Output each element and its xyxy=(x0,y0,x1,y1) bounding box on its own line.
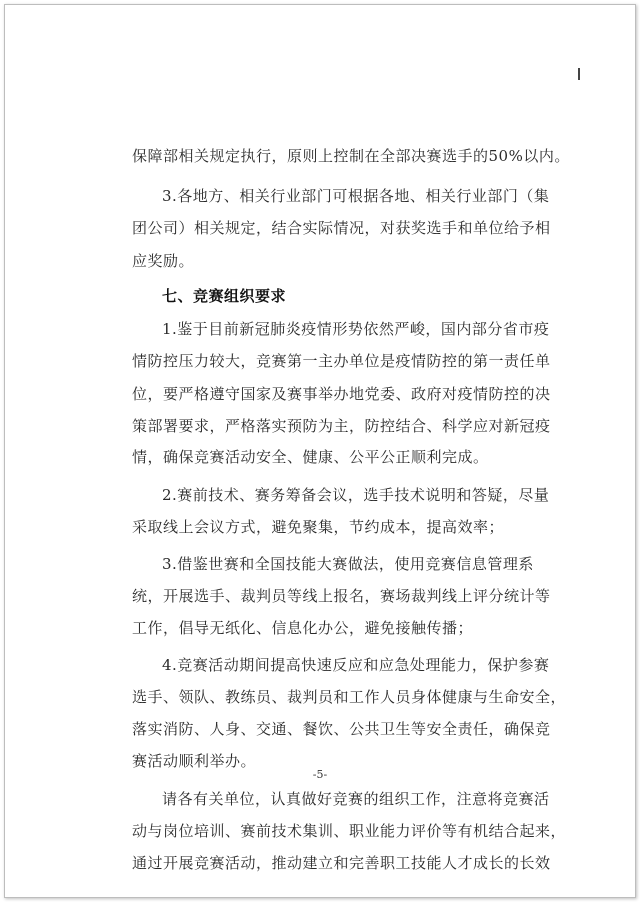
body-line: 选手、领队、教练员、裁判员和工作人员身体健康与生命安全， xyxy=(132,688,567,706)
body-line: 统，开展选手、裁判员等线上报名，赛场裁判线上评分统计等 xyxy=(132,587,551,605)
body-line: 通过开展竞赛活动，推动建立和完善职工技能人才成长的长效 xyxy=(132,854,551,872)
scan-mark xyxy=(578,68,580,80)
body-line: 位，要严格遵守国家及赛事举办地党委、政府对疫情防控的决 xyxy=(132,385,551,403)
section-heading: 七、竞赛组织要求 xyxy=(162,287,287,305)
body-line: 保障部相关规定执行，原则上控制在全部决赛选手的50%以内。 xyxy=(132,147,570,165)
body-line: 2.赛前技术、赛务筹备会议，选手技术说明和答疑，尽量 xyxy=(162,486,550,504)
body-line: 策部署要求，严格落实预防为主，防控结合、科学应对新冠疫 xyxy=(132,417,551,435)
body-line: 工作，倡导无纸化、信息化办公，避免接触传播； xyxy=(132,619,474,637)
body-line: 3.各地方、相关行业部门可根据各地、相关行业部门（集 xyxy=(162,187,550,205)
body-line: 团公司）相关规定，结合实际情况，对获奖选手和单位给予相 xyxy=(132,219,551,237)
body-line: 应奖励。 xyxy=(132,252,195,270)
body-line: 1.鉴于目前新冠肺炎疫情形势依然严峻，国内部分省市疫 xyxy=(162,320,550,338)
page-number: -5- xyxy=(312,768,328,781)
body-line: 动与岗位培训、赛前技术集训、职业能力评价等有机结合起来， xyxy=(132,822,567,840)
body-line: 4.竞赛活动期间提高快速反应和应急处理能力，保护参赛 xyxy=(162,656,550,674)
body-line: 3.借鉴世赛和全国技能大赛做法，使用竞赛信息管理系 xyxy=(162,555,534,573)
body-line: 情防控压力较大，竞赛第一主办单位是疫情防控的第一责任单 xyxy=(132,352,551,370)
body-line: 采取线上会议方式，避免聚集，节约成本，提高效率； xyxy=(132,518,505,536)
body-line: 情，确保竞赛活动安全、健康、公平公正顺利完成。 xyxy=(132,448,489,466)
body-line: 请各有关单位，认真做好竞赛的组织工作，注意将竞赛活 xyxy=(162,790,550,808)
body-line: 落实消防、人身、交通、餐饮、公共卫生等安全责任，确保竞 xyxy=(132,720,551,738)
body-line: 赛活动顺利举办。 xyxy=(132,752,257,770)
